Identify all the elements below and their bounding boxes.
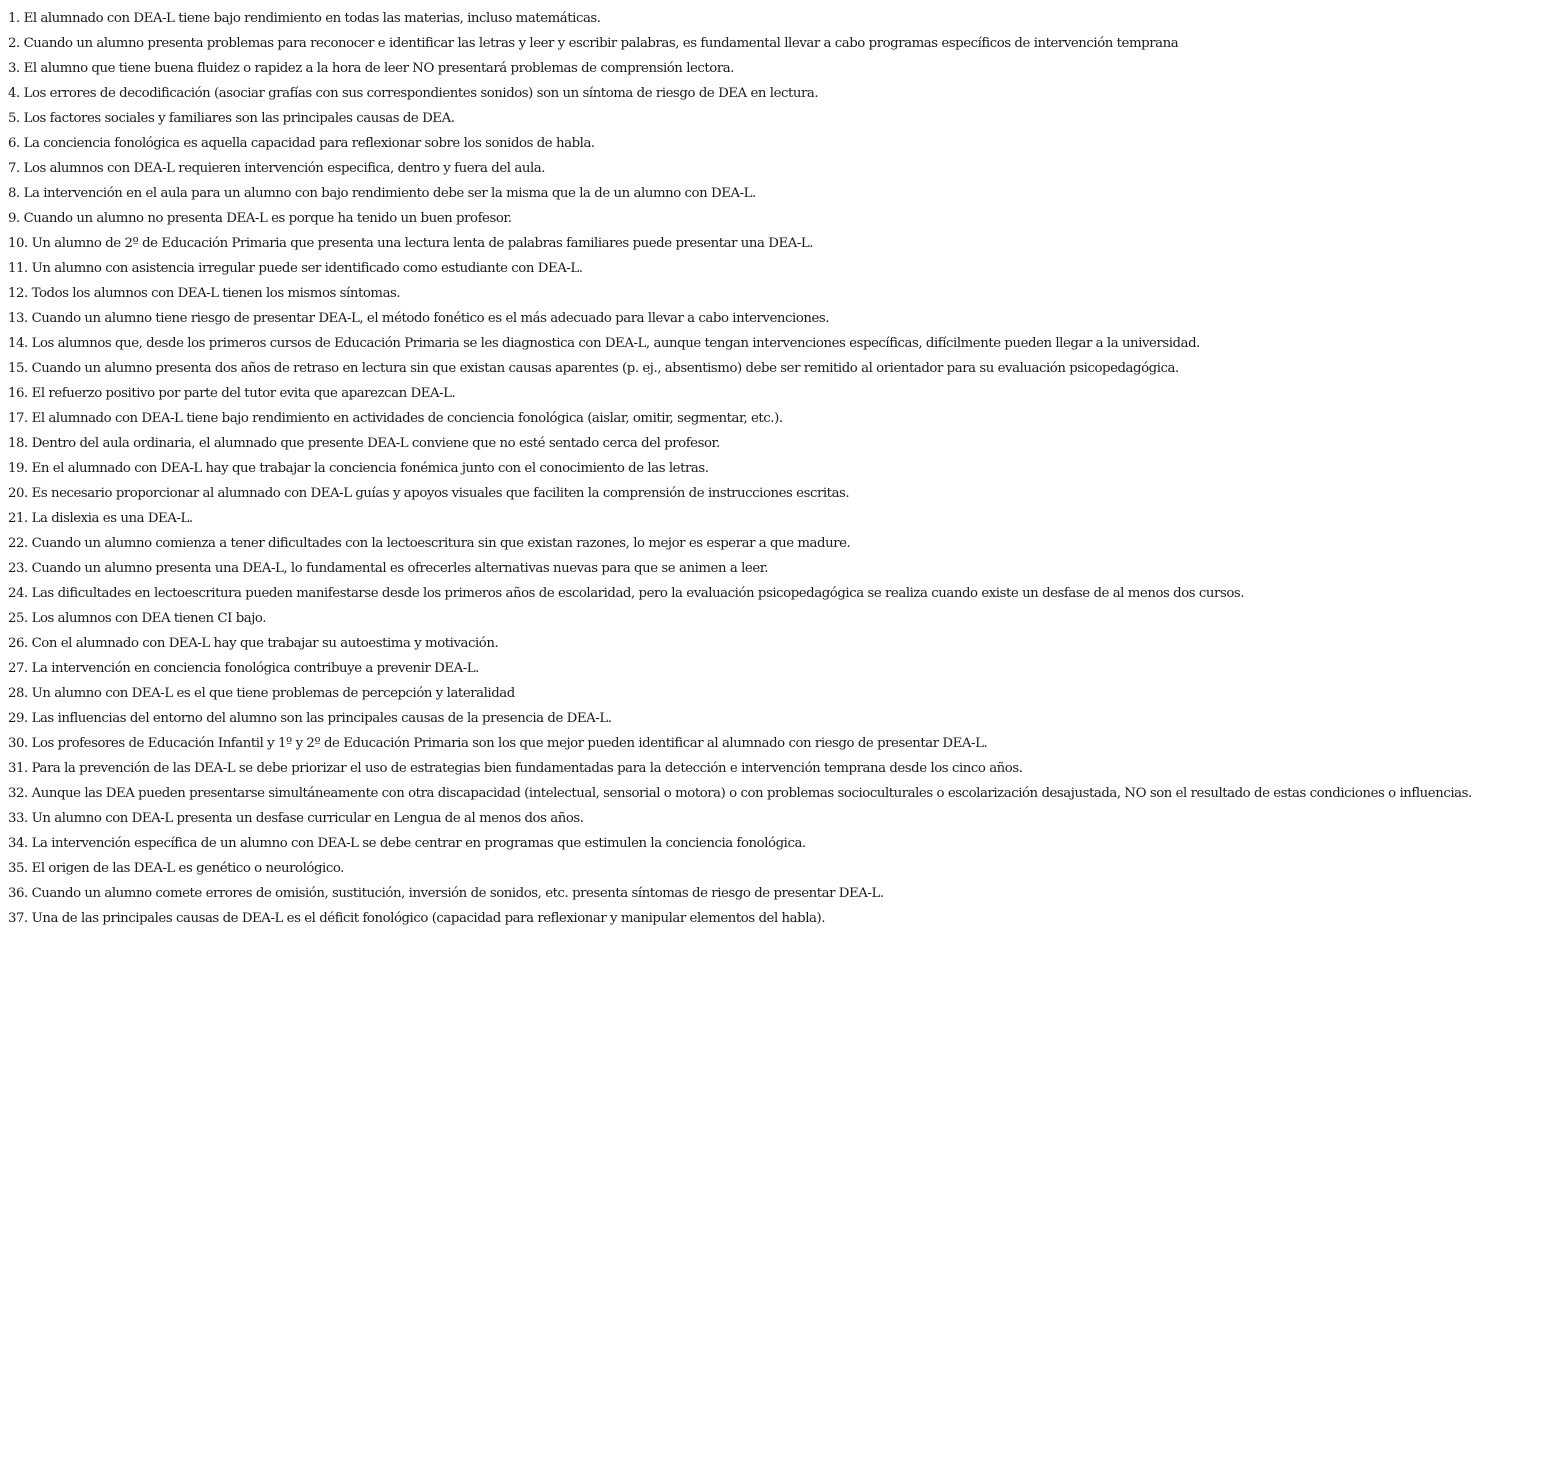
statement-item: 9. Cuando un alumno no presenta DEA-L es porque ha tenido un buen profesor. (8, 211, 512, 226)
statement-item: 29. Las influencias del entorno del alumno son las principales causas de la presencia de DEA-L. (8, 711, 612, 726)
statement-item: 33. Un alumno con DEA-L presenta un desfase curricular en Lengua de al menos dos años. (8, 811, 584, 826)
statement-item: 19. En el alumnado con DEA-L hay que trabajar la conciencia fonémica junto con el conocimiento de las letras. (8, 461, 709, 476)
statement-item: 24. Las dificultades en lectoescritura pueden manifestarse desde los primeros años de escolaridad, pero la evaluación psicopedagógica se realiza cuando existe un desfase de al menos dos cursos. (8, 586, 1245, 601)
statement-item: 28. Un alumno con DEA-L es el que tiene problemas de percepción y lateralidad (8, 686, 515, 701)
statement-item: 22. Cuando un alumno comienza a tener dificultades con la lectoescritura sin que existan razones, lo mejor es esperar a que madure. (8, 536, 851, 551)
statement-item: 3. El alumno que tiene buena fluidez o rapidez a la hora de leer NO presentará problemas de comprensión lectora. (8, 61, 735, 76)
statement-item: 7. Los alumnos con DEA-L requieren intervención especifica, dentro y fuera del aula. (8, 161, 546, 176)
statement-item: 2. Cuando un alumno presenta problemas para reconocer e identificar las letras y leer y escribir palabras, es fundamental llevar a cabo programas específicos de intervención temprana (8, 36, 1179, 51)
statement-item: 27. La intervención en conciencia fonológica contribuye a prevenir DEA-L. (8, 661, 479, 676)
statement-item: 17. El alumnado con DEA-L tiene bajo rendimiento en actividades de conciencia fonológica (aislar, omitir, segmentar, etc.). (8, 411, 783, 426)
statement-item: 10. Un alumno de 2º de Educación Primaria que presenta una lectura lenta de palabras familiares puede presentar una DEA-L. (8, 236, 814, 251)
statement-item: 1. El alumnado con DEA-L tiene bajo rendimiento en todas las materias, incluso matemáticas. (8, 11, 601, 26)
statement-item: 30. Los profesores de Educación Infantil y 1º y 2º de Educación Primaria son los que mejor pueden identificar al alumnado con riesgo de presentar DEA-L. (8, 736, 988, 751)
statement-item: 18. Dentro del aula ordinaria, el alumnado que presente DEA-L conviene que no esté sentado cerca del profesor. (8, 436, 720, 451)
statement-item: 26. Con el alumnado con DEA-L hay que trabajar su autoestima y motivación. (8, 636, 499, 651)
statement-item: 16. El refuerzo positivo por parte del tutor evita que aparezcan DEA-L. (8, 386, 456, 401)
statement-item: 32. Aunque las DEA pueden presentarse simultáneamente con otra discapacidad (intelectual, sensorial o motora) o con problemas socioculturales o escolarización desajustada, NO son el resultado de estas condiciones o influencias. (8, 786, 1472, 801)
statement-item: 6. La conciencia fonológica es aquella capacidad para reflexionar sobre los sonidos de habla. (8, 136, 595, 151)
statement-item: 34. La intervención específica de un alumno con DEA-L se debe centrar en programas que estimulen la conciencia fonológica. (8, 836, 806, 851)
statement-item: 21. La dislexia es una DEA-L. (8, 511, 193, 526)
statement-item: 20. Es necesario proporcionar al alumnado con DEA-L guías y apoyos visuales que faciliten la comprensión de instrucciones escritas. (8, 486, 850, 501)
statement-item: 14. Los alumnos que, desde los primeros cursos de Educación Primaria se les diagnostica con DEA-L, aunque tengan intervenciones específicas, difícilmente pueden llegar a la universidad. (8, 336, 1200, 351)
statement-item: 15. Cuando un alumno presenta dos años de retraso en lectura sin que existan causas aparentes (p. ej., absentismo) debe ser remitido al orientador para su evaluación psicopedagógica. (8, 361, 1179, 376)
statement-item: 36. Cuando un alumno comete errores de omisión, sustitución, inversión de sonidos, etc. presenta síntomas de riesgo de presentar DEA-L. (8, 886, 884, 901)
statement-item: 37. Una de las principales causas de DEA-L es el déficit fonológico (capacidad para reflexionar y manipular elementos del habla). (8, 911, 825, 926)
statement-item: 13. Cuando un alumno tiene riesgo de presentar DEA-L, el método fonético es el más adecuado para llevar a cabo intervenciones. (8, 311, 830, 326)
statement-item: 4. Los errores de decodificación (asociar grafías con sus correspondientes sonidos) son un síntoma de riesgo de DEA en lectura. (8, 86, 819, 101)
statement-list (8, 6, 1472, 931)
statement-item: 25. Los alumnos con DEA tienen CI bajo. (8, 611, 267, 626)
statement-item: 23. Cuando un alumno presenta una DEA-L, lo fundamental es ofrecerles alternativas nuevas para que se animen a leer. (8, 561, 768, 576)
statement-item: 12. Todos los alumnos con DEA-L tienen los mismos síntomas. (8, 286, 401, 301)
statement-item: 35. El origen de las DEA-L es genético o neurológico. (8, 861, 344, 876)
statement-item: 31. Para la prevención de las DEA-L se debe priorizar el uso de estrategias bien fundamentadas para la detección e intervención temprana desde los cinco años. (8, 761, 1023, 776)
statement-item: 11. Un alumno con asistencia irregular puede ser identificado como estudiante con DEA-L. (8, 261, 583, 276)
statement-item: 8. La intervención en el aula para un alumno con bajo rendimiento debe ser la misma que la de un alumno con DEA-L. (8, 186, 756, 201)
statement-item: 5. Los factores sociales y familiares son las principales causas de DEA. (8, 111, 455, 126)
